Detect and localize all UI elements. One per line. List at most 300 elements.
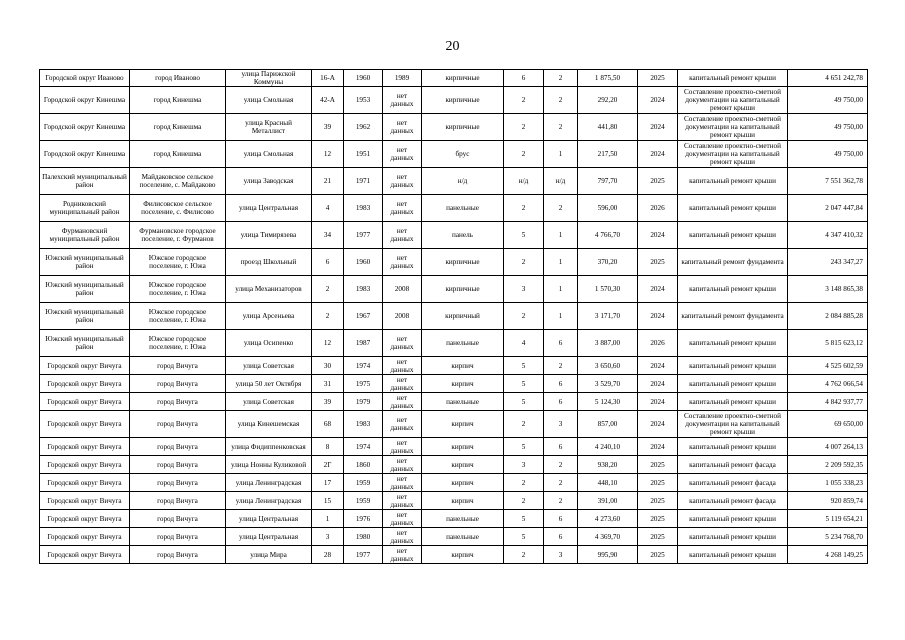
street-cell: улица Фидиппенковская [226, 438, 312, 456]
municipality-cell: Городской округ Кинешма [40, 87, 130, 114]
work-type-cell: капитальный ремонт фасада [678, 456, 788, 474]
wall-material-cell: панель [422, 222, 504, 249]
floors-cell: 5 [504, 438, 544, 456]
house-number-cell: 21 [312, 168, 344, 195]
last-repair-year-cell: нет данных [383, 510, 422, 528]
entrances-cell: 2 [544, 492, 578, 510]
floors-cell: 2 [504, 411, 544, 438]
last-repair-year-cell: нет данных [383, 330, 422, 357]
street-cell: улица Центральная [226, 510, 312, 528]
street-cell: улица Смольная [226, 87, 312, 114]
municipality-cell: Палехский муниципальный район [40, 168, 130, 195]
municipality-cell: Городской округ Вичуга [40, 474, 130, 492]
floors-cell: 5 [504, 510, 544, 528]
area-cell: 3 650,60 [578, 357, 638, 375]
entrances-cell: 6 [544, 510, 578, 528]
municipality-cell: Южский муниципальный район [40, 276, 130, 303]
repair-program-table [39, 69, 868, 564]
settlement-cell: Фурмановское городское поселение, г. Фурманов [130, 222, 226, 249]
cost-cell: 5 119 654,21 [788, 510, 868, 528]
year-built-cell: 1976 [344, 510, 383, 528]
year-built-cell: 1983 [344, 411, 383, 438]
settlement-cell: город Вичуга [130, 411, 226, 438]
house-number-cell: 1 [312, 510, 344, 528]
table-row [40, 303, 868, 330]
floors-cell: 5 [504, 528, 544, 546]
work-type-cell: капитальный ремонт крыши [678, 357, 788, 375]
municipality-cell: Южский муниципальный район [40, 330, 130, 357]
wall-material-cell: кирпич [422, 438, 504, 456]
plan-year-cell: 2024 [638, 87, 678, 114]
area-cell: 1 875,50 [578, 70, 638, 87]
entrances-cell: 2 [544, 114, 578, 141]
table-row [40, 510, 868, 528]
area-cell: 4 273,60 [578, 510, 638, 528]
street-cell: улица Ленинградская [226, 492, 312, 510]
house-number-cell: 12 [312, 141, 344, 168]
municipality-cell: Южский муниципальный район [40, 303, 130, 330]
cost-cell: 49 750,00 [788, 114, 868, 141]
work-type-cell: Составление проектно-сметной документации на капитальный ремонт крыши [678, 141, 788, 168]
house-number-cell: 30 [312, 357, 344, 375]
cost-cell: 4 651 242,78 [788, 70, 868, 87]
plan-year-cell: 2025 [638, 546, 678, 564]
municipality-cell: Городской округ Вичуга [40, 456, 130, 474]
last-repair-year-cell: нет данных [383, 249, 422, 276]
plan-year-cell: 2025 [638, 528, 678, 546]
plan-year-cell: 2024 [638, 114, 678, 141]
table-row [40, 195, 868, 222]
entrances-cell: 3 [544, 546, 578, 564]
work-type-cell: капитальный ремонт фундамента [678, 303, 788, 330]
last-repair-year-cell: нет данных [383, 528, 422, 546]
settlement-cell: город Вичуга [130, 474, 226, 492]
work-type-cell: капитальный ремонт крыши [678, 375, 788, 393]
last-repair-year-cell: нет данных [383, 141, 422, 168]
wall-material-cell: кирпичный [422, 303, 504, 330]
floors-cell: н/д [504, 168, 544, 195]
entrances-cell: 1 [544, 303, 578, 330]
year-built-cell: 1977 [344, 222, 383, 249]
wall-material-cell: кирпичные [422, 87, 504, 114]
area-cell: 1 570,30 [578, 276, 638, 303]
table-row [40, 393, 868, 411]
area-cell: 441,80 [578, 114, 638, 141]
wall-material-cell: кирпич [422, 375, 504, 393]
settlement-cell: город Вичуга [130, 528, 226, 546]
floors-cell: 2 [504, 114, 544, 141]
area-cell: 3 529,70 [578, 375, 638, 393]
last-repair-year-cell: нет данных [383, 168, 422, 195]
house-number-cell: 3 [312, 528, 344, 546]
municipality-cell: Фурмановский муниципальный район [40, 222, 130, 249]
municipality-cell: Городской округ Вичуга [40, 393, 130, 411]
municipality-cell: Городской округ Вичуга [40, 546, 130, 564]
wall-material-cell: панельные [422, 330, 504, 357]
last-repair-year-cell: нет данных [383, 375, 422, 393]
work-type-cell: капитальный ремонт крыши [678, 393, 788, 411]
settlement-cell: Майдаковское сельское поселение, с. Майдаково [130, 168, 226, 195]
area-cell: 391,00 [578, 492, 638, 510]
entrances-cell: 6 [544, 330, 578, 357]
year-built-cell: 1971 [344, 168, 383, 195]
entrances-cell: 2 [544, 87, 578, 114]
last-repair-year-cell: нет данных [383, 357, 422, 375]
plan-year-cell: 2025 [638, 510, 678, 528]
table-row [40, 456, 868, 474]
municipality-cell: Родниковский муниципальный район [40, 195, 130, 222]
plan-year-cell: 2025 [638, 168, 678, 195]
plan-year-cell: 2026 [638, 195, 678, 222]
wall-material-cell: кирпич [422, 411, 504, 438]
street-cell: улица Заводская [226, 168, 312, 195]
cost-cell: 69 650,00 [788, 411, 868, 438]
house-number-cell: 12 [312, 330, 344, 357]
floors-cell: 3 [504, 456, 544, 474]
entrances-cell: н/д [544, 168, 578, 195]
entrances-cell: 2 [544, 70, 578, 87]
house-number-cell: 15 [312, 492, 344, 510]
year-built-cell: 1951 [344, 141, 383, 168]
entrances-cell: 2 [544, 456, 578, 474]
area-cell: 448,10 [578, 474, 638, 492]
cost-cell: 1 055 338,23 [788, 474, 868, 492]
floors-cell: 2 [504, 303, 544, 330]
wall-material-cell: кирпич [422, 492, 504, 510]
table-row [40, 87, 868, 114]
year-built-cell: 1962 [344, 114, 383, 141]
municipality-cell: Городской округ Вичуга [40, 492, 130, 510]
entrances-cell: 1 [544, 141, 578, 168]
street-cell: улица Советская [226, 393, 312, 411]
street-cell: улица Мира [226, 546, 312, 564]
table-row [40, 492, 868, 510]
entrances-cell: 6 [544, 393, 578, 411]
work-type-cell: Составление проектно-сметной документации на капитальный ремонт крыши [678, 411, 788, 438]
table-row [40, 357, 868, 375]
house-number-cell: 68 [312, 411, 344, 438]
floors-cell: 4 [504, 330, 544, 357]
street-cell: улица Кинешемская [226, 411, 312, 438]
area-cell: 292,20 [578, 87, 638, 114]
entrances-cell: 2 [544, 474, 578, 492]
wall-material-cell: панельные [422, 510, 504, 528]
house-number-cell: 2Г [312, 456, 344, 474]
house-number-cell: 28 [312, 546, 344, 564]
floors-cell: 2 [504, 546, 544, 564]
entrances-cell: 6 [544, 528, 578, 546]
wall-material-cell: кирпичные [422, 249, 504, 276]
plan-year-cell: 2024 [638, 438, 678, 456]
floors-cell: 5 [504, 393, 544, 411]
entrances-cell: 6 [544, 375, 578, 393]
year-built-cell: 1983 [344, 276, 383, 303]
year-built-cell: 1980 [344, 528, 383, 546]
last-repair-year-cell: нет данных [383, 474, 422, 492]
settlement-cell: город Кинешма [130, 114, 226, 141]
table-row [40, 546, 868, 564]
house-number-cell: 39 [312, 114, 344, 141]
street-cell: улица Центральная [226, 195, 312, 222]
house-number-cell: 39 [312, 393, 344, 411]
street-cell: улица Механизаторов [226, 276, 312, 303]
year-built-cell: 1960 [344, 70, 383, 87]
table-row [40, 411, 868, 438]
table-row [40, 438, 868, 456]
entrances-cell: 1 [544, 222, 578, 249]
last-repair-year-cell: нет данных [383, 546, 422, 564]
cost-cell: 2 047 447,84 [788, 195, 868, 222]
year-built-cell: 1953 [344, 87, 383, 114]
municipality-cell: Городской округ Вичуга [40, 357, 130, 375]
cost-cell: 243 347,27 [788, 249, 868, 276]
area-cell: 370,20 [578, 249, 638, 276]
year-built-cell: 1860 [344, 456, 383, 474]
house-number-cell: 4 [312, 195, 344, 222]
last-repair-year-cell: нет данных [383, 456, 422, 474]
area-cell: 4 766,70 [578, 222, 638, 249]
settlement-cell: Южское городское поселение, г. Южа [130, 330, 226, 357]
work-type-cell: капитальный ремонт крыши [678, 276, 788, 303]
last-repair-year-cell: 1989 [383, 70, 422, 87]
plan-year-cell: 2024 [638, 393, 678, 411]
cost-cell: 5 815 623,12 [788, 330, 868, 357]
settlement-cell: город Вичуга [130, 357, 226, 375]
floors-cell: 2 [504, 492, 544, 510]
wall-material-cell: кирпич [422, 357, 504, 375]
work-type-cell: капитальный ремонт фундамента [678, 249, 788, 276]
year-built-cell: 1983 [344, 195, 383, 222]
entrances-cell: 2 [544, 195, 578, 222]
floors-cell: 3 [504, 276, 544, 303]
work-type-cell: капитальный ремонт крыши [678, 168, 788, 195]
cost-cell: 2 084 885,28 [788, 303, 868, 330]
cost-cell: 49 750,00 [788, 87, 868, 114]
cost-cell: 4 007 264,13 [788, 438, 868, 456]
plan-year-cell: 2025 [638, 456, 678, 474]
street-cell: улица Смольная [226, 141, 312, 168]
settlement-cell: Южское городское поселение, г. Южа [130, 249, 226, 276]
last-repair-year-cell: 2008 [383, 276, 422, 303]
table-row [40, 222, 868, 249]
settlement-cell: город Вичуга [130, 375, 226, 393]
work-type-cell: капитальный ремонт крыши [678, 222, 788, 249]
last-repair-year-cell: нет данных [383, 195, 422, 222]
plan-year-cell: 2025 [638, 474, 678, 492]
work-type-cell: капитальный ремонт крыши [678, 528, 788, 546]
cost-cell: 4 525 602,59 [788, 357, 868, 375]
last-repair-year-cell: нет данных [383, 411, 422, 438]
work-type-cell: капитальный ремонт крыши [678, 330, 788, 357]
municipality-cell: Городской округ Вичуга [40, 411, 130, 438]
entrances-cell: 1 [544, 249, 578, 276]
floors-cell: 5 [504, 375, 544, 393]
area-cell: 995,90 [578, 546, 638, 564]
street-cell: улица Осипенко [226, 330, 312, 357]
plan-year-cell: 2024 [638, 357, 678, 375]
cost-cell: 5 234 768,70 [788, 528, 868, 546]
work-type-cell: Составление проектно-сметной документации на капитальный ремонт крыши [678, 114, 788, 141]
entrances-cell: 3 [544, 411, 578, 438]
last-repair-year-cell: нет данных [383, 438, 422, 456]
cost-cell: 4 268 149,25 [788, 546, 868, 564]
entrances-cell: 6 [544, 438, 578, 456]
year-built-cell: 1959 [344, 474, 383, 492]
table-body [40, 70, 868, 564]
plan-year-cell: 2026 [638, 330, 678, 357]
last-repair-year-cell: нет данных [383, 222, 422, 249]
work-type-cell: капитальный ремонт крыши [678, 546, 788, 564]
wall-material-cell: брус [422, 141, 504, 168]
street-cell: улица Красный Металлист [226, 114, 312, 141]
municipality-cell: Городской округ Вичуга [40, 438, 130, 456]
municipality-cell: Городской округ Иваново [40, 70, 130, 87]
plan-year-cell: 2025 [638, 492, 678, 510]
floors-cell: 2 [504, 195, 544, 222]
work-type-cell: Составление проектно-сметной документации на капитальный ремонт крыши [678, 87, 788, 114]
work-type-cell: капитальный ремонт крыши [678, 70, 788, 87]
wall-material-cell: н/д [422, 168, 504, 195]
street-cell: улица Нонны Куликовой [226, 456, 312, 474]
year-built-cell: 1977 [344, 546, 383, 564]
wall-material-cell: кирпич [422, 456, 504, 474]
year-built-cell: 1979 [344, 393, 383, 411]
settlement-cell: Филисовское сельское поселение, с. Филисово [130, 195, 226, 222]
street-cell: улица Тимирязева [226, 222, 312, 249]
table-row [40, 168, 868, 195]
entrances-cell: 2 [544, 357, 578, 375]
table-row [40, 375, 868, 393]
municipality-cell: Городской округ Кинешма [40, 141, 130, 168]
table-row [40, 114, 868, 141]
year-built-cell: 1975 [344, 375, 383, 393]
floors-cell: 2 [504, 87, 544, 114]
wall-material-cell: кирпичные [422, 276, 504, 303]
wall-material-cell: кирпичные [422, 70, 504, 87]
settlement-cell: город Вичуга [130, 393, 226, 411]
plan-year-cell: 2024 [638, 303, 678, 330]
table-row [40, 474, 868, 492]
area-cell: 4 240,10 [578, 438, 638, 456]
floors-cell: 5 [504, 222, 544, 249]
plan-year-cell: 2024 [638, 141, 678, 168]
work-type-cell: капитальный ремонт фасада [678, 492, 788, 510]
year-built-cell: 1987 [344, 330, 383, 357]
municipality-cell: Городской округ Вичуга [40, 528, 130, 546]
table-row [40, 141, 868, 168]
area-cell: 857,00 [578, 411, 638, 438]
table-row [40, 70, 868, 87]
wall-material-cell: кирпич [422, 546, 504, 564]
year-built-cell: 1959 [344, 492, 383, 510]
floors-cell: 2 [504, 249, 544, 276]
house-number-cell: 16-А [312, 70, 344, 87]
street-cell: улица Центральная [226, 528, 312, 546]
floors-cell: 2 [504, 141, 544, 168]
plan-year-cell: 2024 [638, 375, 678, 393]
floors-cell: 6 [504, 70, 544, 87]
settlement-cell: город Вичуга [130, 510, 226, 528]
house-number-cell: 42-А [312, 87, 344, 114]
cost-cell: 4 762 066,54 [788, 375, 868, 393]
entrances-cell: 1 [544, 276, 578, 303]
area-cell: 4 369,70 [578, 528, 638, 546]
year-built-cell: 1960 [344, 249, 383, 276]
street-cell: улица Советская [226, 357, 312, 375]
cost-cell: 3 148 865,38 [788, 276, 868, 303]
plan-year-cell: 2025 [638, 70, 678, 87]
street-cell: улица Ленинградская [226, 474, 312, 492]
settlement-cell: город Вичуга [130, 456, 226, 474]
last-repair-year-cell: нет данных [383, 87, 422, 114]
house-number-cell: 8 [312, 438, 344, 456]
page-number: 20 [445, 39, 460, 54]
last-repair-year-cell: нет данных [383, 492, 422, 510]
settlement-cell: Южское городское поселение, г. Южа [130, 303, 226, 330]
house-number-cell: 6 [312, 249, 344, 276]
table-row [40, 528, 868, 546]
house-number-cell: 31 [312, 375, 344, 393]
plan-year-cell: 2024 [638, 411, 678, 438]
area-cell: 217,50 [578, 141, 638, 168]
cost-cell: 2 209 592,35 [788, 456, 868, 474]
house-number-cell: 2 [312, 303, 344, 330]
wall-material-cell: кирпичные [422, 114, 504, 141]
floors-cell: 2 [504, 474, 544, 492]
municipality-cell: Городской округ Кинешма [40, 114, 130, 141]
house-number-cell: 34 [312, 222, 344, 249]
year-built-cell: 1974 [344, 438, 383, 456]
cost-cell: 920 859,74 [788, 492, 868, 510]
municipality-cell: Городской округ Вичуга [40, 510, 130, 528]
work-type-cell: капитальный ремонт фасада [678, 474, 788, 492]
cost-cell: 49 750,00 [788, 141, 868, 168]
table-row [40, 249, 868, 276]
plan-year-cell: 2025 [638, 249, 678, 276]
house-number-cell: 2 [312, 276, 344, 303]
cost-cell: 7 551 362,78 [788, 168, 868, 195]
house-number-cell: 17 [312, 474, 344, 492]
area-cell: 938,20 [578, 456, 638, 474]
area-cell: 3 171,70 [578, 303, 638, 330]
street-cell: проезд Школьный [226, 249, 312, 276]
settlement-cell: город Кинешма [130, 87, 226, 114]
municipality-cell: Южский муниципальный район [40, 249, 130, 276]
work-type-cell: капитальный ремонт крыши [678, 195, 788, 222]
last-repair-year-cell: нет данных [383, 393, 422, 411]
work-type-cell: капитальный ремонт крыши [678, 510, 788, 528]
cost-cell: 4 842 937,77 [788, 393, 868, 411]
table-row [40, 276, 868, 303]
wall-material-cell: панельные [422, 528, 504, 546]
settlement-cell: город Иваново [130, 70, 226, 87]
year-built-cell: 1967 [344, 303, 383, 330]
settlement-cell: Южское городское поселение, г. Южа [130, 276, 226, 303]
street-cell: улица 50 лет Октября [226, 375, 312, 393]
wall-material-cell: кирпич [422, 474, 504, 492]
municipality-cell: Городской округ Вичуга [40, 375, 130, 393]
wall-material-cell: панельные [422, 393, 504, 411]
wall-material-cell: панельные [422, 195, 504, 222]
street-cell: улица Арсеньева [226, 303, 312, 330]
year-built-cell: 1974 [344, 357, 383, 375]
last-repair-year-cell: 2008 [383, 303, 422, 330]
work-type-cell: капитальный ремонт крыши [678, 438, 788, 456]
area-cell: 3 887,00 [578, 330, 638, 357]
last-repair-year-cell: нет данных [383, 114, 422, 141]
area-cell: 596,00 [578, 195, 638, 222]
plan-year-cell: 2024 [638, 276, 678, 303]
